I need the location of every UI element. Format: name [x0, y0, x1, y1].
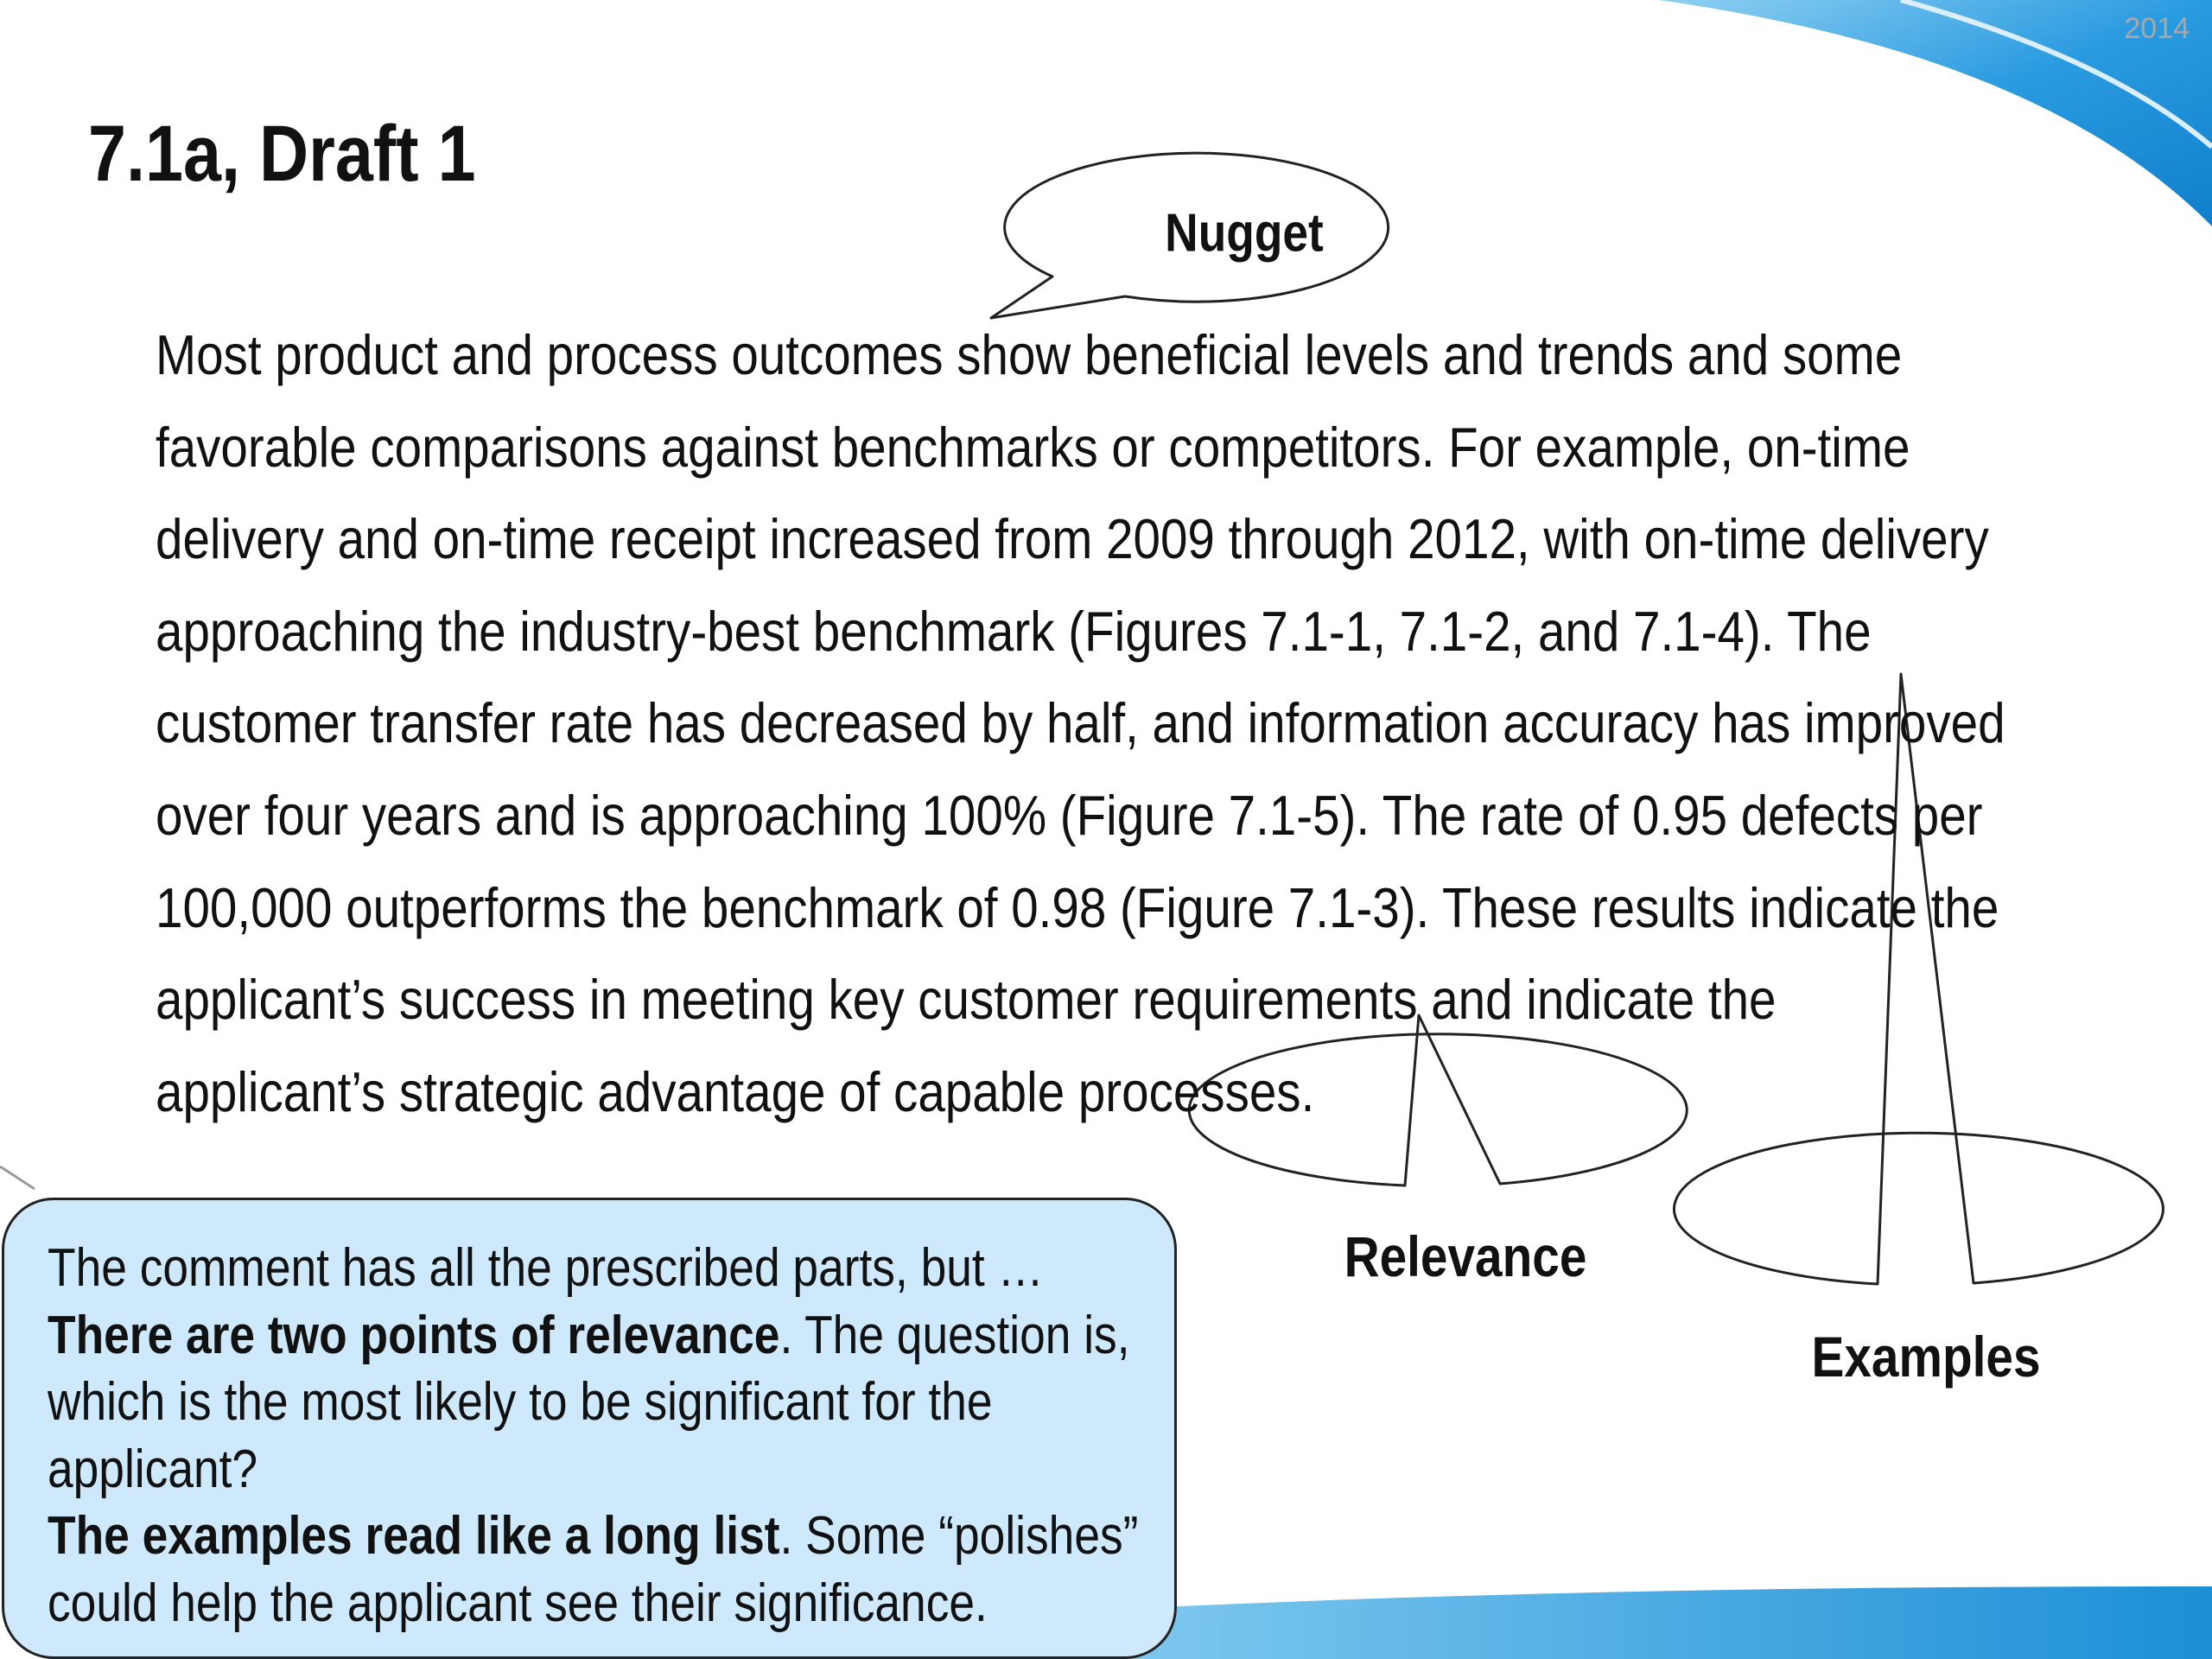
bottom-swoosh	[1123, 1586, 2212, 1659]
comment-text-segment: . Some “polishes”	[779, 1506, 1139, 1566]
body-line: delivery and on-time receipt increased from 2009 through 2012, with on-time delivery	[156, 507, 1989, 571]
examples-callout-label: Examples	[1811, 1325, 2041, 1389]
body-line: over four years and is approaching 100% (Figure 7.1-5). The rate of 0.95 defects per	[156, 783, 1983, 847]
slide-title: 7.1a, Draft 1	[88, 110, 476, 198]
body-line: 100,000 outperforms the benchmark of 0.98 (Figure 7.1-3). These results indicate the	[156, 875, 1999, 939]
comment-line: The comment has all the prescribed parts, but …	[48, 1238, 1044, 1298]
comment-line: could help the applicant see their significance.	[48, 1573, 988, 1633]
comment-line: applicant?	[48, 1439, 258, 1499]
comment-text-segment: . The question is,	[779, 1305, 1130, 1365]
year-label: 2014	[2124, 12, 2190, 45]
comment-box	[2, 1198, 1177, 1659]
relevance-callout-label: Relevance	[1344, 1224, 1587, 1288]
comment-emphasis: The examples read like a long list	[48, 1506, 780, 1566]
body-line: applicant’s strategic advantage of capable processes.	[156, 1059, 1315, 1123]
body-paragraph	[156, 309, 2080, 1138]
comment-line	[48, 1302, 1162, 1370]
body-line: approaching the industry-best benchmark (Figures 7.1-1, 7.1-2, and 7.1-4). The	[156, 599, 1872, 663]
body-line: customer transfer rate has decreased by half, and information accuracy has improved	[156, 691, 2005, 755]
comment-emphasis: There are two points of relevance	[48, 1305, 780, 1365]
nugget-callout-label: Nugget	[1165, 203, 1324, 264]
body-line: favorable comparisons against benchmarks or competitors. For example, on-time	[156, 415, 1910, 479]
comment-line	[48, 1503, 1162, 1570]
comment-text	[48, 1235, 1162, 1637]
left-edge-bracket	[0, 1166, 35, 1189]
body-line: applicant’s success in meeting key customer requirements and indicate the	[156, 968, 1777, 1032]
body-line: Most product and process outcomes show beneficial levels and trends and some	[156, 323, 1903, 386]
comment-line: which is the most likely to be significant for the	[48, 1372, 993, 1432]
